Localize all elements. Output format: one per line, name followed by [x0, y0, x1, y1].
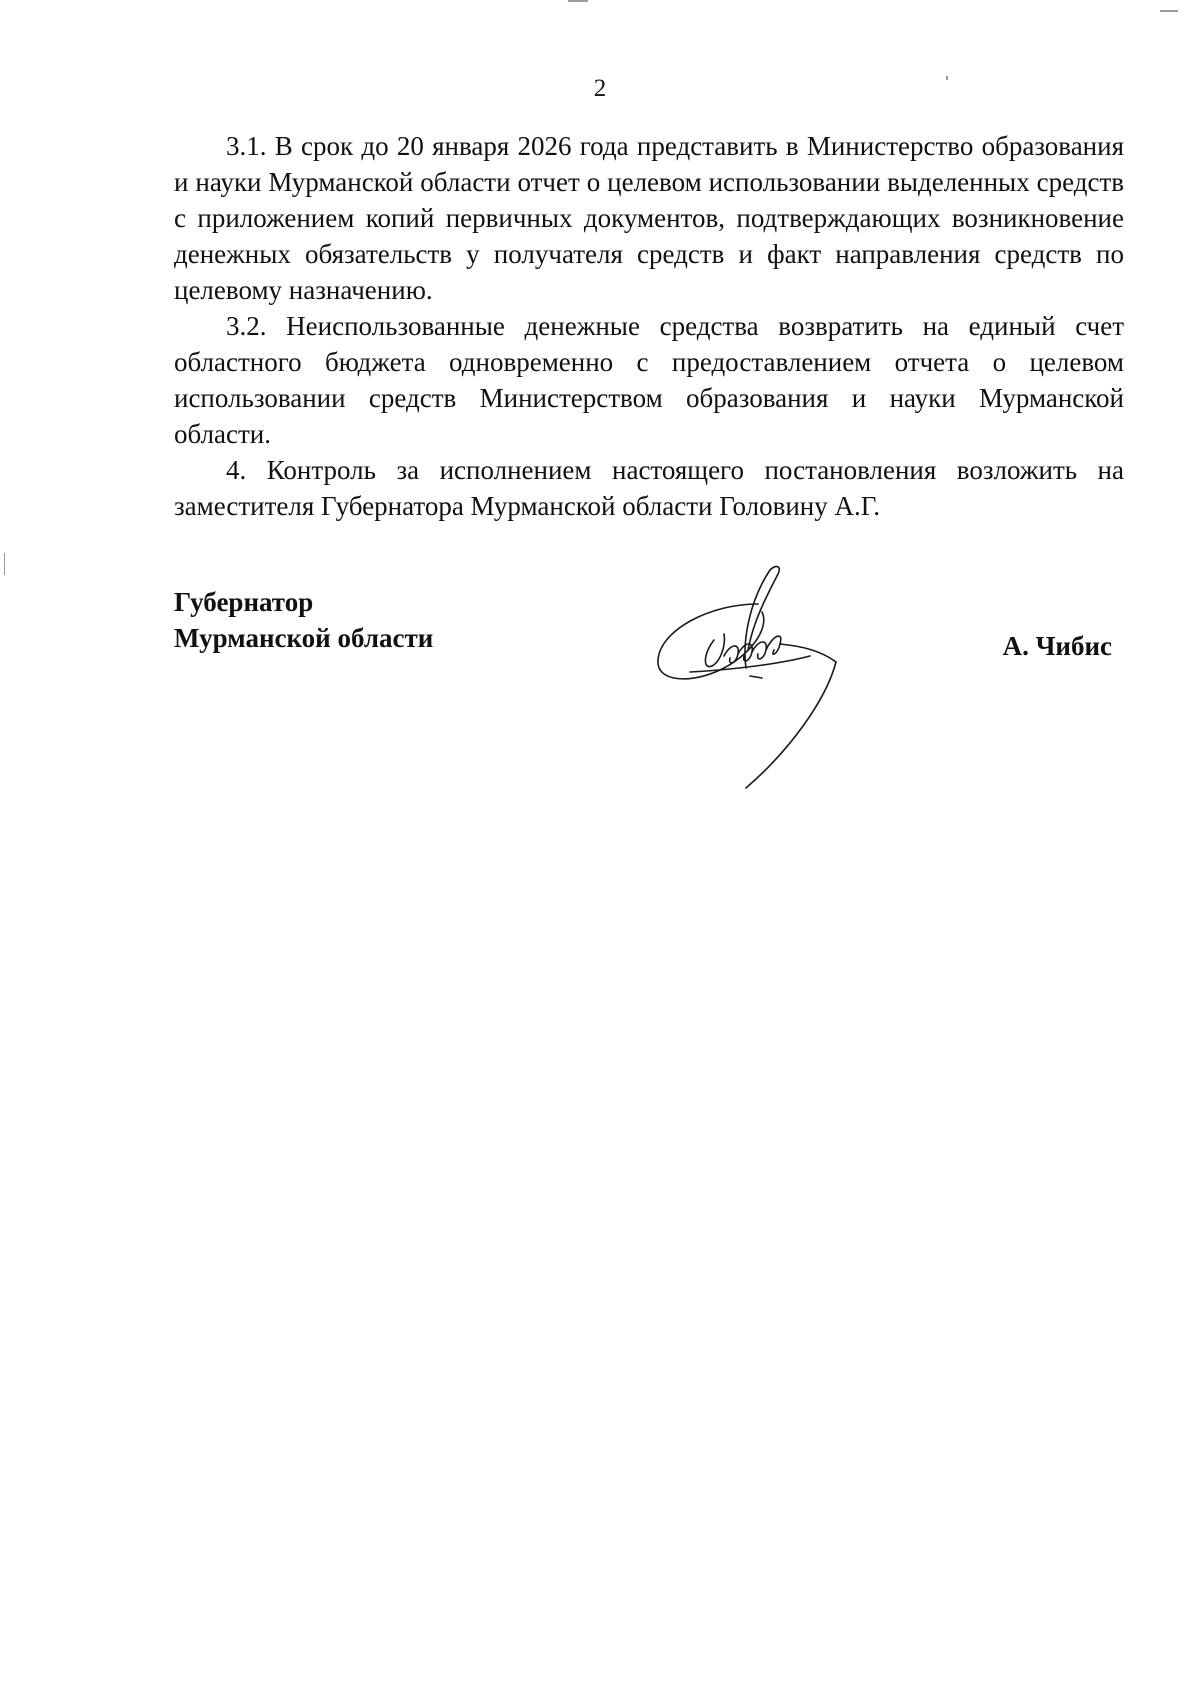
handwritten-signature [650, 560, 870, 790]
paragraph-3-1: 3.1. В срок до 20 января 2026 года представить в Министерство образования и науки Мурманской области отчет о целевом использовании выделенных средств с приложением копий первичных документов, подтверждающих возникновение денежных обязательств у получателя средств и факт направления средств по целевому назначению. [174, 131, 1124, 305]
scan-mark-top-right [1160, 10, 1178, 12]
document-body [174, 128, 1124, 524]
signatory-title [174, 584, 433, 656]
scan-mark-left [4, 553, 5, 575]
scan-mark-top [568, 0, 588, 2]
paragraph-3-2: 3.2. Неиспользованные денежные средства возвратить на единый счет областного бюджета одновременно с предоставлением отчета о целевом использовании средств Министерством образования и науки Мурманской области. [174, 311, 1124, 449]
page-number: 2 [593, 75, 607, 102]
signatory-title-line2: Мурманской области [174, 623, 434, 653]
paragraph-4: 4. Контроль за исполнением настоящего постановления возложить на заместителя Губернатора Мурманской области Головину А.Г. [174, 455, 1124, 521]
signatory-name: А. Чибис [1002, 631, 1112, 661]
signatory-title-line1: Губернатор [174, 587, 314, 617]
